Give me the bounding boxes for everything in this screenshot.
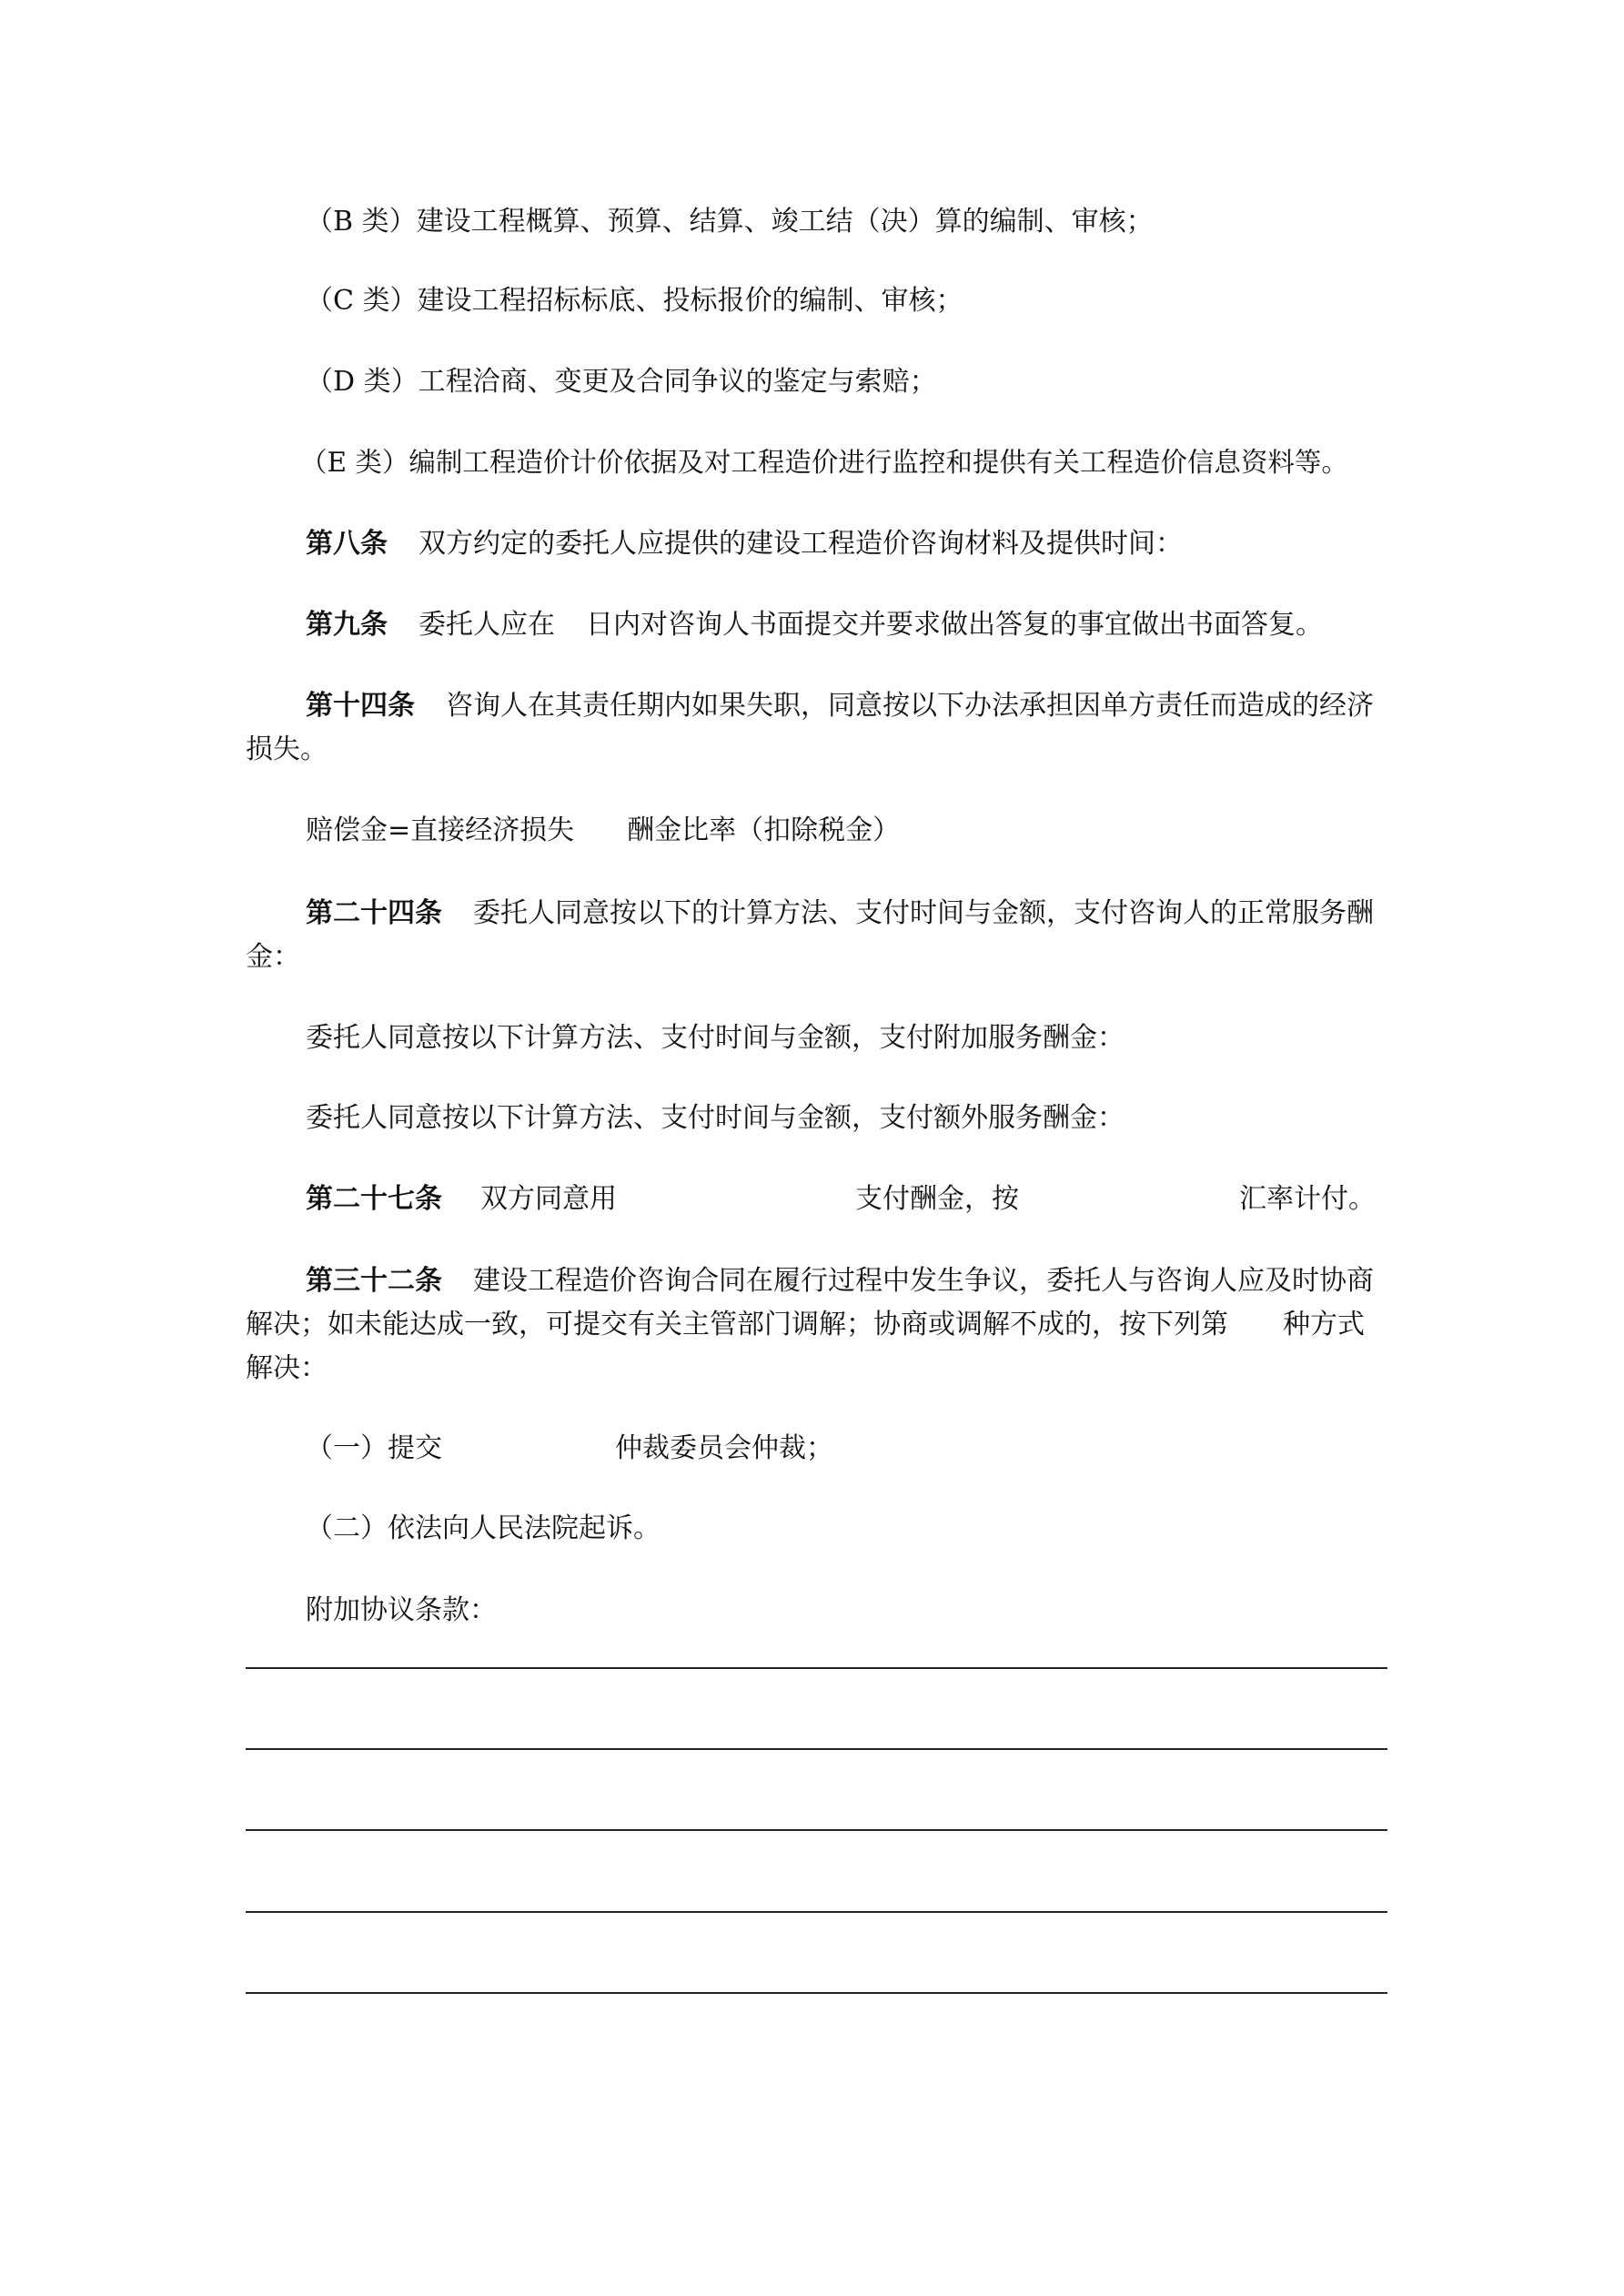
- article-8-text: 双方约定的委托人应提供的建设工程造价咨询材料及提供时间：: [419, 528, 1183, 560]
- item-d: （D 类）工程洽商、变更及合同争议的鉴定与索赔；: [306, 366, 937, 398]
- compensation-formula: [306, 809, 900, 853]
- article-24-text: 委托人同意按以下的计算方法、支付时间与金额，支付咨询人的正常服务酬金：: [246, 897, 1374, 973]
- arbitration-option: [306, 1427, 833, 1471]
- article-8: [306, 522, 1183, 566]
- extra-fee: 委托人同意按以下计算方法、支付时间与金额，支付额外服务酬金：: [306, 1102, 1125, 1134]
- article-9-text-b: 日内对咨询人书面提交并要求做出答复的事宜做出书面答复。: [586, 609, 1323, 641]
- article-27: [306, 1178, 1387, 1221]
- article-9-text-a: 委托人应在: [419, 609, 555, 641]
- item-c: （C 类）建设工程招标标底、投标报价的编制、审核；: [306, 285, 963, 317]
- arbitration-option-a: （一）提交: [306, 1432, 442, 1464]
- blank-line-2: [246, 1748, 1387, 1750]
- blank-line-3: [246, 1829, 1387, 1831]
- article-14-text: 咨询人在其责任期内如果失职，同意按以下办法承担因单方责任而造成的经济损失。: [246, 690, 1374, 765]
- additional-fee: 委托人同意按以下计算方法、支付时间与金额，支付附加服务酬金：: [306, 1022, 1125, 1054]
- article-32-text: 建设工程造价咨询合同在履行过程中发生争议，委托人与咨询人应及时协商解决；如未能达成一致，可提交有关主管部门调解；协商或调解不成的，按下列第: [246, 1265, 1374, 1340]
- article-24-label: 第二十四条: [306, 897, 442, 929]
- article-9: [306, 603, 1323, 647]
- blank-line-5: [246, 1992, 1387, 1994]
- blank-line-1: [246, 1667, 1387, 1669]
- article-27-text-c: 汇率计付。: [1239, 1183, 1376, 1215]
- article-24: [246, 892, 1387, 979]
- article-14-label: 第十四条: [306, 690, 415, 722]
- article-32-text-end: 种方式解决：: [246, 1309, 1365, 1384]
- formula-right: 酬金比率（扣除税金）: [627, 814, 901, 846]
- formula-left: 赔偿金=直接经济损失: [306, 814, 575, 846]
- item-b: （B 类）建设工程概算、预算、结算、竣工结（决）算的编制、审核；: [306, 206, 1154, 238]
- blank-line-4: [246, 1911, 1387, 1913]
- article-14: [246, 684, 1387, 772]
- article-32-label: 第三十二条: [306, 1265, 442, 1297]
- article-27-text-b: 支付酬金，按: [855, 1183, 1019, 1215]
- article-32: [246, 1259, 1387, 1391]
- supplementary-terms-label: 附加协议条款：: [306, 1594, 497, 1626]
- item-e: （E 类）编制工程造价计价依据及对工程造价进行监控和提供有关工程造价信息资料等。: [300, 447, 1348, 478]
- article-8-label: 第八条: [306, 528, 388, 560]
- article-27-label: 第二十七条: [306, 1183, 442, 1215]
- article-9-label: 第九条: [306, 609, 388, 641]
- arbitration-option-b: 仲裁委员会仲裁；: [615, 1432, 833, 1464]
- litigation-option: （二）依法向人民法院起诉。: [306, 1512, 661, 1544]
- article-27-text-a: 双方同意用: [480, 1183, 617, 1215]
